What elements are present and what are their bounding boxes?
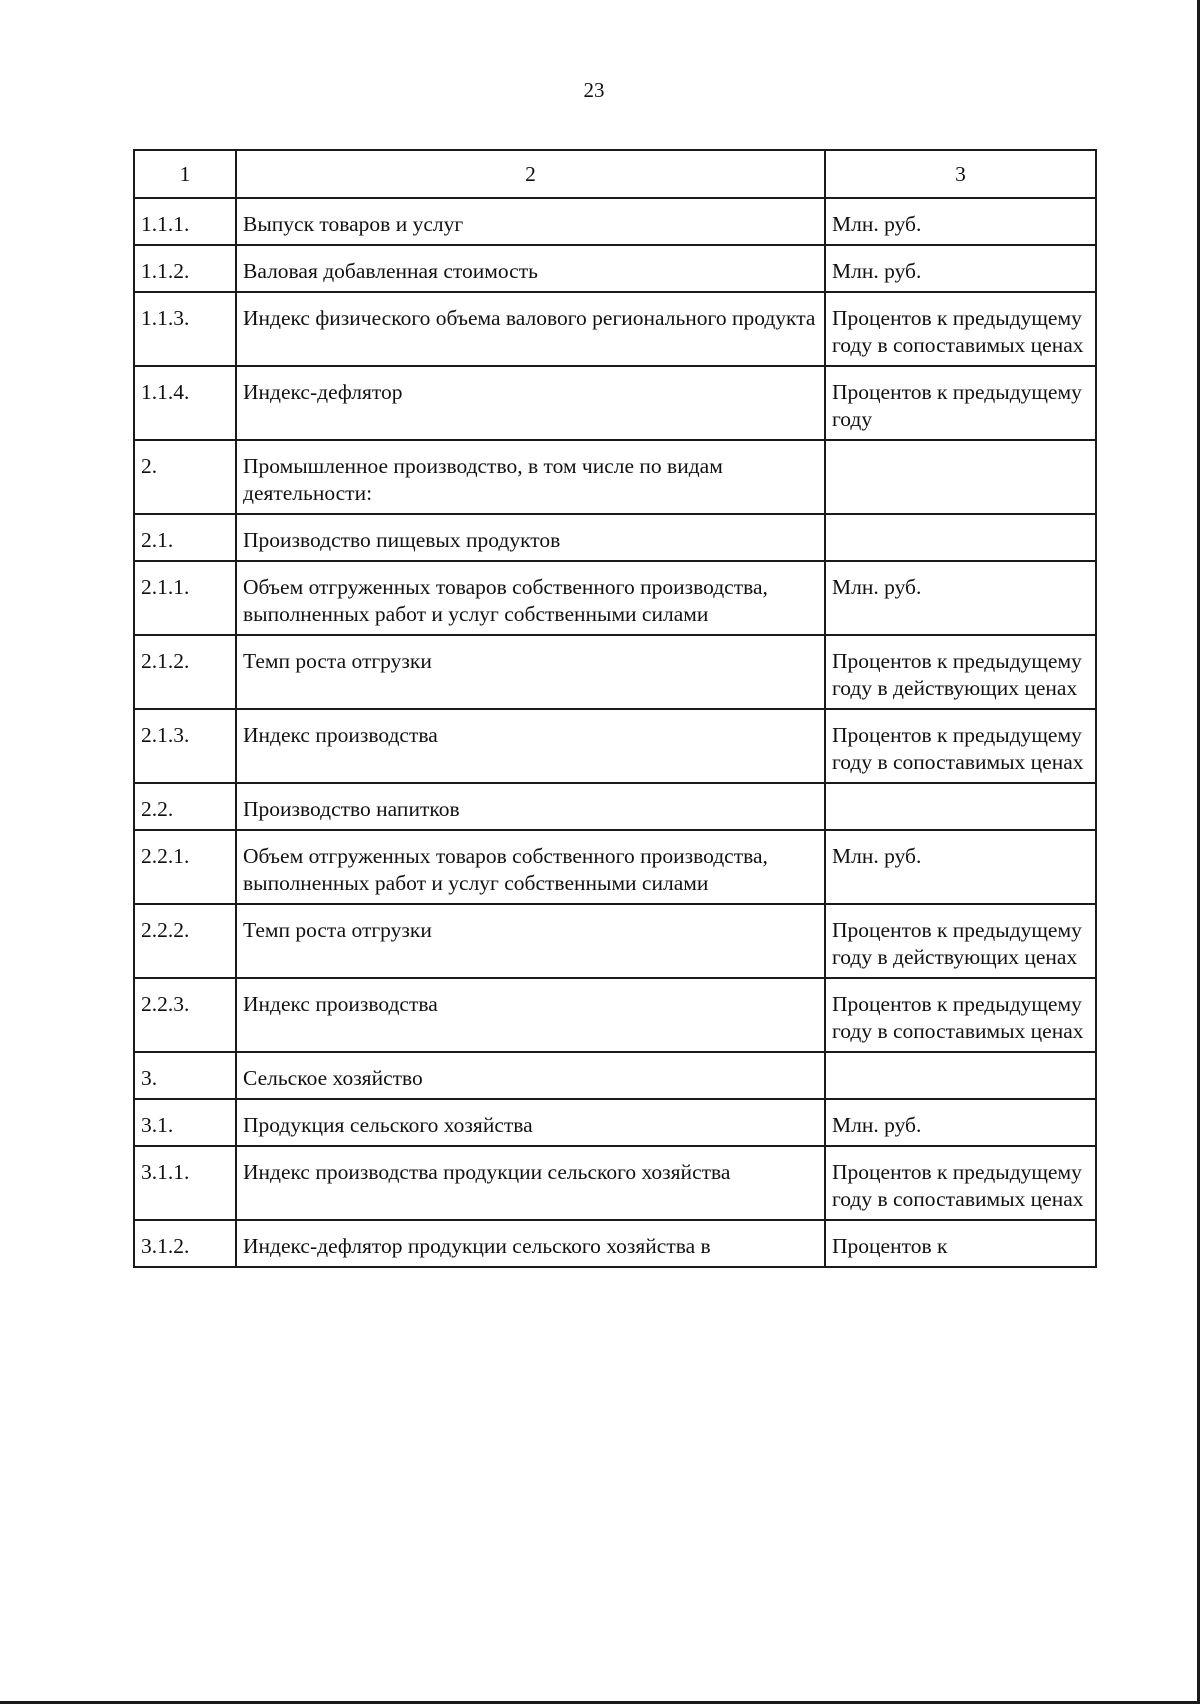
row-code-cell: 3.1. (134, 1099, 236, 1146)
row-unit-cell (825, 440, 1096, 514)
row-code-cell: 2. (134, 440, 236, 514)
row-indicator-cell: Индекс производства (236, 978, 825, 1052)
row-code-cell: 2.1.1. (134, 561, 236, 635)
row-code-cell: 3.1.1. (134, 1146, 236, 1220)
row-indicator-cell: Индекс физического объема валового регионального продукта (236, 292, 825, 366)
row-code-cell: 2.2. (134, 783, 236, 830)
row-code-cell: 2.2.1. (134, 830, 236, 904)
page-number: 23 (583, 78, 605, 102)
indicators-table (133, 149, 1097, 1268)
table-row (134, 198, 1096, 245)
table-row (134, 1220, 1096, 1267)
row-unit-cell: Млн. руб. (825, 198, 1096, 245)
row-code-cell: 1.1.2. (134, 245, 236, 292)
row-indicator-cell: Объем отгруженных товаров собственного производства, выполненных работ и услуг собственными силами (236, 830, 825, 904)
row-unit-cell: Процентов к предыдущему году в действующих ценах (825, 635, 1096, 709)
row-indicator-cell: Объем отгруженных товаров собственного производства, выполненных работ и услуг собственными силами (236, 561, 825, 635)
table-row (134, 514, 1096, 561)
table-row (134, 366, 1096, 440)
table-header-row (134, 150, 1096, 198)
row-unit-cell: Процентов к предыдущему году (825, 366, 1096, 440)
row-unit-cell: Процентов к предыдущему году в сопоставимых ценах (825, 709, 1096, 783)
row-unit-cell: Процентов к (825, 1220, 1096, 1267)
row-code-cell: 1.1.3. (134, 292, 236, 366)
table-row (134, 1052, 1096, 1099)
row-unit-cell: Млн. руб. (825, 245, 1096, 292)
row-indicator-cell: Индекс производства (236, 709, 825, 783)
row-indicator-cell: Валовая добавленная стоимость (236, 245, 825, 292)
row-code-cell: 1.1.4. (134, 366, 236, 440)
row-unit-cell: Процентов к предыдущему году в сопоставимых ценах (825, 1146, 1096, 1220)
table-row (134, 830, 1096, 904)
header-cell-indicator: 2 (236, 150, 825, 198)
row-indicator-cell: Выпуск товаров и услуг (236, 198, 825, 245)
row-unit-cell: Процентов к предыдущему году в сопоставимых ценах (825, 978, 1096, 1052)
row-indicator-cell: Производство пищевых продуктов (236, 514, 825, 561)
row-unit-cell: Млн. руб. (825, 561, 1096, 635)
table-row (134, 635, 1096, 709)
row-unit-cell (825, 783, 1096, 830)
row-unit-cell: Процентов к предыдущему году в сопоставимых ценах (825, 292, 1096, 366)
row-code-cell: 2.2.2. (134, 904, 236, 978)
row-code-cell: 3. (134, 1052, 236, 1099)
row-unit-cell (825, 1052, 1096, 1099)
row-unit-cell: Млн. руб. (825, 1099, 1096, 1146)
table-row (134, 1099, 1096, 1146)
row-indicator-cell: Темп роста отгрузки (236, 635, 825, 709)
row-indicator-cell: Индекс производства продукции сельского хозяйства (236, 1146, 825, 1220)
table-row (134, 292, 1096, 366)
row-code-cell: 2.1.3. (134, 709, 236, 783)
row-unit-cell: Процентов к предыдущему году в действующих ценах (825, 904, 1096, 978)
row-indicator-cell: Индекс-дефлятор (236, 366, 825, 440)
header-cell-code: 1 (134, 150, 236, 198)
row-indicator-cell: Производство напитков (236, 783, 825, 830)
table-row (134, 709, 1096, 783)
row-indicator-cell: Продукция сельского хозяйства (236, 1099, 825, 1146)
row-code-cell: 1.1.1. (134, 198, 236, 245)
table-row (134, 904, 1096, 978)
row-code-cell: 2.1. (134, 514, 236, 561)
table-row (134, 783, 1096, 830)
row-code-cell: 2.2.3. (134, 978, 236, 1052)
row-indicator-cell: Сельское хозяйство (236, 1052, 825, 1099)
table-row (134, 440, 1096, 514)
header-cell-unit: 3 (825, 150, 1096, 198)
row-indicator-cell: Темп роста отгрузки (236, 904, 825, 978)
table-row (134, 978, 1096, 1052)
row-indicator-cell: Индекс-дефлятор продукции сельского хозяйства в (236, 1220, 825, 1267)
row-code-cell: 2.1.2. (134, 635, 236, 709)
row-unit-cell (825, 514, 1096, 561)
table-row (134, 245, 1096, 292)
table-row (134, 1146, 1096, 1220)
row-indicator-cell: Промышленное производство, в том числе по видам деятельности: (236, 440, 825, 514)
table-row (134, 561, 1096, 635)
row-unit-cell: Млн. руб. (825, 830, 1096, 904)
row-code-cell: 3.1.2. (134, 1220, 236, 1267)
